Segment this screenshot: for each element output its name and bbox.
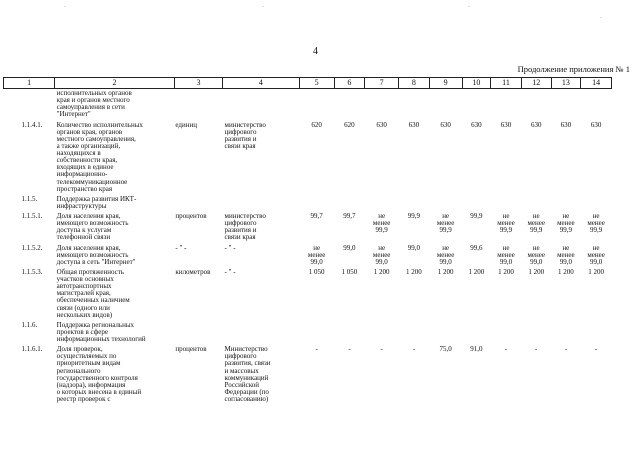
row-value-text: 630 xyxy=(500,120,512,129)
row-value-text: не менее 99,9 xyxy=(436,212,455,235)
row-unit-text: единиц xyxy=(175,120,197,129)
column-header: 9 xyxy=(429,78,462,89)
row-responsible xyxy=(223,321,300,345)
row-value xyxy=(365,321,399,345)
page-number: 4 xyxy=(313,46,318,57)
row-value-text: 630 xyxy=(590,120,602,129)
row-value-text: не менее 99,0 xyxy=(372,243,391,266)
row-value-text: не менее 99,0 xyxy=(497,243,515,266)
row-name xyxy=(55,195,175,212)
row-value xyxy=(521,244,551,268)
row-value xyxy=(581,212,612,244)
row-value xyxy=(399,244,430,268)
row-value xyxy=(462,268,491,321)
row-value-text: - xyxy=(564,345,568,354)
column-header: 2 xyxy=(55,78,175,89)
row-value xyxy=(299,212,334,244)
row-name xyxy=(55,321,175,345)
row-name-text: исполнительных органов края и органов местного самоуправления в сети "Интернет" xyxy=(56,89,132,119)
row-value xyxy=(462,244,491,268)
row-value xyxy=(299,321,334,345)
row-value xyxy=(491,195,522,212)
row-value-text: - xyxy=(412,345,416,354)
row-unit xyxy=(174,244,222,268)
row-value xyxy=(581,89,612,121)
row-unit-text: километров xyxy=(175,267,211,276)
row-value xyxy=(521,89,551,121)
row-value-text: - xyxy=(315,345,318,354)
row-value xyxy=(365,121,399,195)
row-value-text: 99,7 xyxy=(343,212,356,220)
row-value xyxy=(491,321,522,345)
row-value xyxy=(581,268,612,321)
table-row xyxy=(4,345,612,405)
row-value xyxy=(334,195,365,212)
row-value xyxy=(299,195,334,212)
row-value xyxy=(429,244,462,268)
row-value-text: 1 050 xyxy=(308,267,325,276)
row-unit-text: процентов xyxy=(175,345,207,354)
row-value xyxy=(551,345,581,405)
row-value xyxy=(551,268,581,321)
row-value-text: 99,0 xyxy=(407,243,421,252)
row-value-text: 1 200 xyxy=(557,267,574,276)
row-name-text: Поддержка развития ИКТ- инфраструктуры xyxy=(56,194,137,210)
row-value xyxy=(429,121,462,195)
table-row xyxy=(4,212,612,244)
row-value xyxy=(365,244,399,268)
row-value xyxy=(551,89,581,121)
row-value-text: 75,0 xyxy=(439,345,452,354)
row-value xyxy=(399,89,430,121)
row-value xyxy=(491,268,522,321)
row-code-text: 1.1.5.1. xyxy=(21,212,43,220)
row-code-text: 1.1.6. xyxy=(21,320,38,329)
row-responsible xyxy=(223,89,300,121)
row-value-text: 1 200 xyxy=(373,267,390,276)
row-value xyxy=(334,212,365,244)
row-value xyxy=(491,121,522,195)
row-value xyxy=(299,268,334,321)
row-value-text: не менее 99,9 xyxy=(557,212,575,235)
row-value xyxy=(429,321,462,345)
row-code xyxy=(4,268,55,321)
table-row xyxy=(4,321,612,345)
row-name-text: Общая протяженность участков основных автотранспортных магистралей края, обеспеченных наличием связи (одного или нескольких видов) xyxy=(56,267,130,319)
scan-mark: - xyxy=(468,4,470,10)
column-header: 1 xyxy=(4,78,55,89)
column-header: 11 xyxy=(491,78,522,89)
row-value xyxy=(429,268,462,321)
row-responsible xyxy=(223,268,300,321)
table-row xyxy=(4,268,612,321)
row-value xyxy=(521,345,551,405)
row-value-text: 1 200 xyxy=(406,267,422,276)
row-value xyxy=(399,121,430,195)
row-value-text: не менее 99,0 xyxy=(307,243,326,266)
row-value xyxy=(399,268,430,321)
row-value-text: 99,9 xyxy=(407,212,421,220)
row-value xyxy=(551,121,581,195)
row-value xyxy=(551,195,581,212)
row-value xyxy=(462,212,491,244)
row-value xyxy=(299,121,334,195)
row-responsible xyxy=(223,345,300,405)
row-name-text: Доля проверок, осуществляемых по приоритетным видам регионального государственного контроля (надзора), информация о которых внесена в единый реестр проверок с xyxy=(56,345,142,403)
row-value xyxy=(334,321,365,345)
row-value xyxy=(334,268,365,321)
column-header: 3 xyxy=(174,78,222,89)
row-value xyxy=(462,345,491,405)
row-unit xyxy=(174,89,222,121)
row-unit-text: процентов xyxy=(175,212,207,220)
row-value-text: 99,0 xyxy=(343,243,356,252)
row-unit xyxy=(174,268,222,321)
row-value xyxy=(399,195,430,212)
row-value-text: 620 xyxy=(311,120,322,129)
row-unit xyxy=(174,321,222,345)
scan-mark: - xyxy=(600,15,602,21)
row-unit-text: - " - xyxy=(175,243,187,252)
row-value-text: 1 200 xyxy=(498,267,514,276)
column-header: 6 xyxy=(334,78,365,89)
row-value xyxy=(299,244,334,268)
row-value-text: 620 xyxy=(344,120,355,129)
row-unit xyxy=(174,345,222,405)
row-value xyxy=(365,89,399,121)
row-value-text: 630 xyxy=(560,120,572,129)
row-value-text: не менее 99,0 xyxy=(527,243,545,266)
column-header: 12 xyxy=(521,78,551,89)
row-responsible-text: министерство цифрового развития и связи края xyxy=(224,120,266,150)
row-responsible-text: Министерство цифрового развития, связи и массовых коммуникаций Российской Федерации (по согласованию) xyxy=(224,345,271,403)
row-value-text: 99,9 xyxy=(470,212,483,220)
row-value-text: не менее 99,9 xyxy=(372,212,391,235)
row-value-text: - xyxy=(380,345,383,354)
row-value-text: 1 050 xyxy=(341,267,358,276)
row-value xyxy=(462,121,491,195)
table-row xyxy=(4,89,612,121)
row-code-text: 1.1.5. xyxy=(21,194,38,203)
row-value-text: 630 xyxy=(408,120,420,129)
column-header: 10 xyxy=(462,78,491,89)
row-value xyxy=(581,345,612,405)
row-name xyxy=(55,345,175,405)
row-value xyxy=(365,345,399,405)
row-responsible xyxy=(223,212,300,244)
row-name-text: Количество исполнительных органов края, органов местного самоуправления, а также организаций, находящихся в собственности края, входящих в единое информационно- телекоммуникационное пространство края xyxy=(56,120,143,193)
row-value-text: 630 xyxy=(376,120,387,129)
row-value-text: не менее 99,0 xyxy=(587,243,605,266)
row-value xyxy=(429,345,462,405)
row-value-text: 99,6 xyxy=(470,243,483,252)
row-name xyxy=(55,268,175,321)
row-value-text: 630 xyxy=(440,120,451,129)
row-value-text: не менее 99,9 xyxy=(527,212,545,235)
row-code xyxy=(4,89,55,121)
row-name-text: Доля населения края, имеющего возможность доступа к услугам телефонной связи xyxy=(56,212,129,242)
row-value xyxy=(334,89,365,121)
row-value xyxy=(521,268,551,321)
column-header: 14 xyxy=(581,78,612,89)
row-name-text: Доля населения края, имеющего возможность доступа в сеть "Интернет" xyxy=(56,243,136,266)
scan-mark: - xyxy=(64,4,66,10)
row-code xyxy=(4,212,55,244)
row-value-text: не менее 99,9 xyxy=(587,212,605,235)
row-value-text: 1 200 xyxy=(437,267,454,276)
row-value xyxy=(581,121,612,195)
row-value xyxy=(399,212,430,244)
row-value-text: не менее 99,0 xyxy=(557,243,575,266)
row-value xyxy=(551,321,581,345)
row-value xyxy=(491,212,522,244)
row-value xyxy=(491,89,522,121)
row-value xyxy=(365,268,399,321)
row-responsible-text: министерство цифрового развития и связи края xyxy=(224,212,266,242)
row-name xyxy=(55,212,175,244)
row-code xyxy=(4,121,55,195)
row-value xyxy=(299,345,334,405)
row-value xyxy=(334,345,365,405)
row-value xyxy=(521,212,551,244)
row-value xyxy=(551,244,581,268)
row-code xyxy=(4,244,55,268)
row-value xyxy=(299,89,334,121)
row-code xyxy=(4,321,55,345)
row-value xyxy=(399,321,430,345)
row-value xyxy=(521,321,551,345)
row-code-text: 1.1.5.2. xyxy=(21,243,43,252)
row-name xyxy=(55,89,175,121)
row-value xyxy=(429,89,462,121)
table-row xyxy=(4,195,612,212)
row-unit xyxy=(174,195,222,212)
row-value-text: 1 200 xyxy=(528,267,545,276)
row-value xyxy=(462,321,491,345)
table-row xyxy=(4,244,612,268)
row-value-text: 1 200 xyxy=(588,267,604,276)
row-value-text: 91,0 xyxy=(470,345,483,354)
column-header: 13 xyxy=(551,78,581,89)
row-value-text: 630 xyxy=(471,120,482,129)
row-value xyxy=(581,321,612,345)
indicators-table xyxy=(3,77,612,405)
row-value xyxy=(581,195,612,212)
row-value xyxy=(521,121,551,195)
row-code xyxy=(4,345,55,405)
row-responsible xyxy=(223,195,300,212)
row-unit xyxy=(174,212,222,244)
row-name xyxy=(55,244,175,268)
row-value-text: - xyxy=(504,345,508,354)
row-unit xyxy=(174,121,222,195)
column-header: 7 xyxy=(365,78,399,89)
column-header: 4 xyxy=(223,78,300,89)
table-body xyxy=(4,89,612,406)
row-responsible-text: - " - xyxy=(224,267,236,276)
row-responsible xyxy=(223,244,300,268)
row-value-text: 99,7 xyxy=(310,212,323,220)
row-value xyxy=(399,345,430,405)
column-header: 8 xyxy=(399,78,430,89)
row-value xyxy=(429,212,462,244)
row-value xyxy=(365,212,399,244)
column-header: 5 xyxy=(299,78,334,89)
row-name-text: Поддержка региональных проектов в сфере информационных технологий xyxy=(56,320,146,343)
row-code-text: 1.1.5.3. xyxy=(21,267,43,276)
row-responsible-text: - " - xyxy=(224,243,236,252)
table-row xyxy=(4,121,612,195)
row-value xyxy=(334,244,365,268)
continuation-label: Продолжение приложения № 1 xyxy=(517,64,630,74)
row-value xyxy=(462,89,491,121)
scan-mark: - xyxy=(262,4,264,10)
row-code-text: 1.1.4.1. xyxy=(21,120,43,129)
row-value xyxy=(365,195,399,212)
row-value xyxy=(581,244,612,268)
row-value xyxy=(462,195,491,212)
row-value-text: не менее 99,0 xyxy=(436,243,455,266)
row-value-text: 1 200 xyxy=(468,267,485,276)
row-value-text: - xyxy=(594,345,598,354)
row-value-text: - xyxy=(348,345,351,354)
header-row xyxy=(4,78,612,89)
row-value-text: не менее 99,9 xyxy=(497,212,515,235)
row-value xyxy=(491,345,522,405)
row-code xyxy=(4,195,55,212)
row-code-text: 1.1.6.1. xyxy=(21,345,43,354)
row-value xyxy=(334,121,365,195)
row-name xyxy=(55,121,175,195)
row-value xyxy=(521,195,551,212)
row-value xyxy=(429,195,462,212)
row-value-text: - xyxy=(535,345,538,354)
row-responsible xyxy=(223,121,300,195)
row-value-text: 630 xyxy=(530,120,542,129)
row-value xyxy=(491,244,522,268)
row-value xyxy=(551,212,581,244)
